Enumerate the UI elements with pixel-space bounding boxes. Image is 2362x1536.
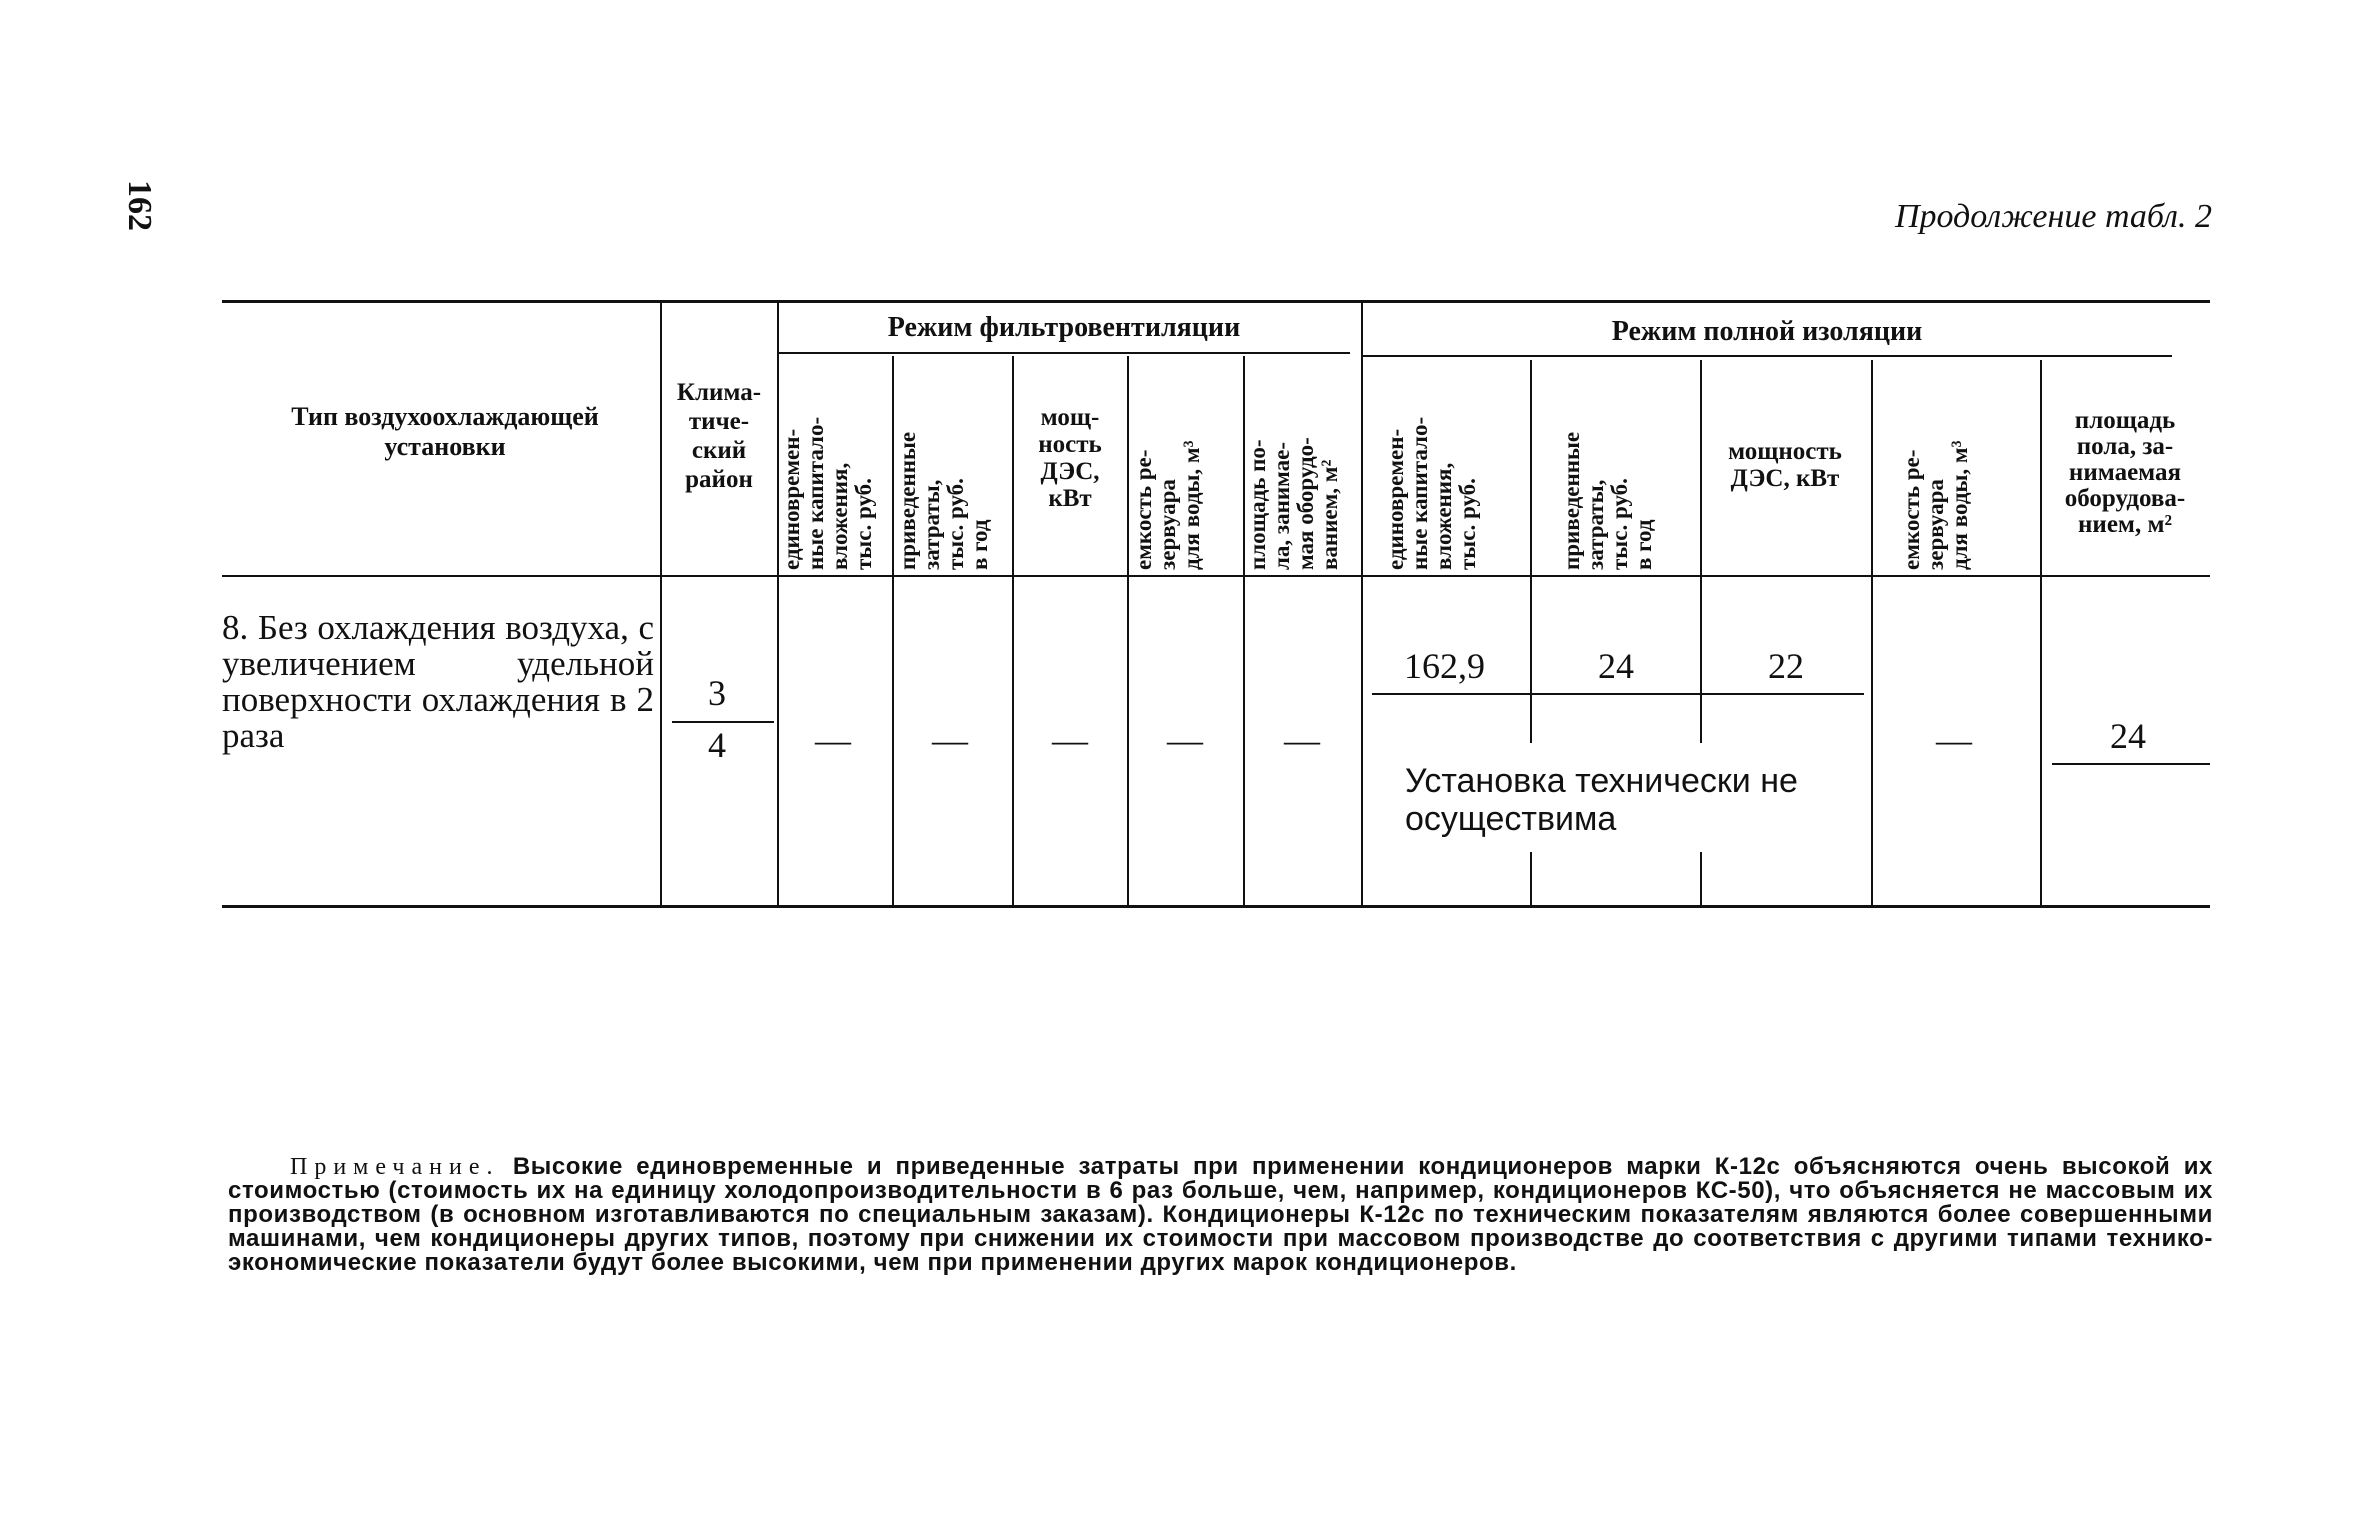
iso-tank-value: —	[1936, 720, 1972, 760]
iso-capital-value: 162,9	[1404, 646, 1485, 686]
infeasible-note: Установка технически не осуществима	[1405, 762, 1798, 838]
col-divider	[892, 356, 894, 906]
footnote-lead: Примечание.	[290, 1154, 500, 1180]
header-group-isolation: Режим полной изоляции	[1611, 316, 1923, 347]
col-divider	[1700, 852, 1702, 907]
group-isolation-rule	[1362, 355, 2172, 357]
col-divider	[1700, 360, 1702, 743]
header-filter-costs: приведенные затраты, тыс. руб. в год	[895, 431, 992, 570]
header-filter-tank: емкость ре- зервуара для воды, м³	[1131, 440, 1204, 570]
footnote-text: Высокие единовременные и приведенные затраты при применении кондиционеров марки К-12с объясняются очень высокой их стоимостью (стоимость их на единицу холодопроизводительности в 6 раз больше, чем, например, кондиционеров КС-50), что объясняется не массовым их производством (в основном изготавливаются по специальным заказам). Кондиционеры К-12с по техническим показателям являются более совершенными машинами, чем кондиционеры других типов, поэтому при снижении их стоимости при массовом производстве до соответствия с другими типами технико-экономические показатели будут более высокими, чем при применении других марок кондиционеров.	[228, 1153, 2213, 1276]
filter-area-value: —	[1284, 720, 1320, 760]
col-divider	[1530, 360, 1532, 743]
header-iso-costs: приведенные затраты, тыс. руб. в год	[1559, 431, 1656, 570]
filter-costs-value: —	[932, 720, 968, 760]
group-filter-rule	[778, 352, 1350, 354]
filter-capital-value: —	[815, 720, 851, 760]
col-divider	[1361, 302, 1363, 907]
table-top-rule	[222, 300, 2210, 303]
filter-power-value: —	[1052, 720, 1088, 760]
col-divider	[1871, 360, 1873, 907]
header-group-filter: Режим фильтровентиляции	[887, 312, 1241, 343]
table-bottom-rule	[222, 905, 2210, 908]
region-top: 3	[708, 673, 726, 713]
header-type: Тип воздухоохлаждающей установки	[291, 402, 599, 461]
header-filter-area: площадь по- ла, занимае- мая оборудо- ванием, м²	[1245, 437, 1342, 570]
header-iso-power: мощность ДЭС, кВт	[1728, 438, 1842, 492]
header-region: Клима- тиче- ский район	[676, 379, 762, 493]
iso-power-value: 22	[1768, 646, 1804, 686]
header-iso-tank: емкость ре- зервуара для воды, м³	[1899, 440, 1972, 570]
header-iso-area: площадь пола, за- нимаемая оборудова- нием, м²	[2064, 407, 2186, 538]
iso-costs-value: 24	[1598, 646, 1634, 686]
header-iso-capital: единовремен- ные капитало- вложения, тыс. руб.	[1383, 416, 1480, 570]
col-divider	[1530, 852, 1532, 907]
iso-values-rule	[1372, 693, 1864, 695]
row-label: 8. Без охлаждения воздуха, с увеличением удельной поверхности охлаждения в 2 раза	[222, 608, 654, 755]
header-filter-capital: единовремен- ные капитало- вложения, тыс. руб.	[779, 416, 876, 570]
region-fraction-line	[672, 721, 774, 723]
iso-area-value: 24	[2110, 716, 2146, 756]
page-number: 162	[121, 180, 158, 231]
table-caption: Продолжение табл. 2	[1894, 198, 2212, 235]
region-bottom: 4	[708, 725, 726, 765]
filter-tank-value: —	[1167, 720, 1203, 760]
iso-area-rule	[2052, 763, 2210, 765]
header-filter-power: мощ- ность ДЭС, кВт	[1038, 404, 1102, 512]
header-bottom-rule	[222, 575, 2210, 577]
footnote	[228, 1155, 2213, 1275]
